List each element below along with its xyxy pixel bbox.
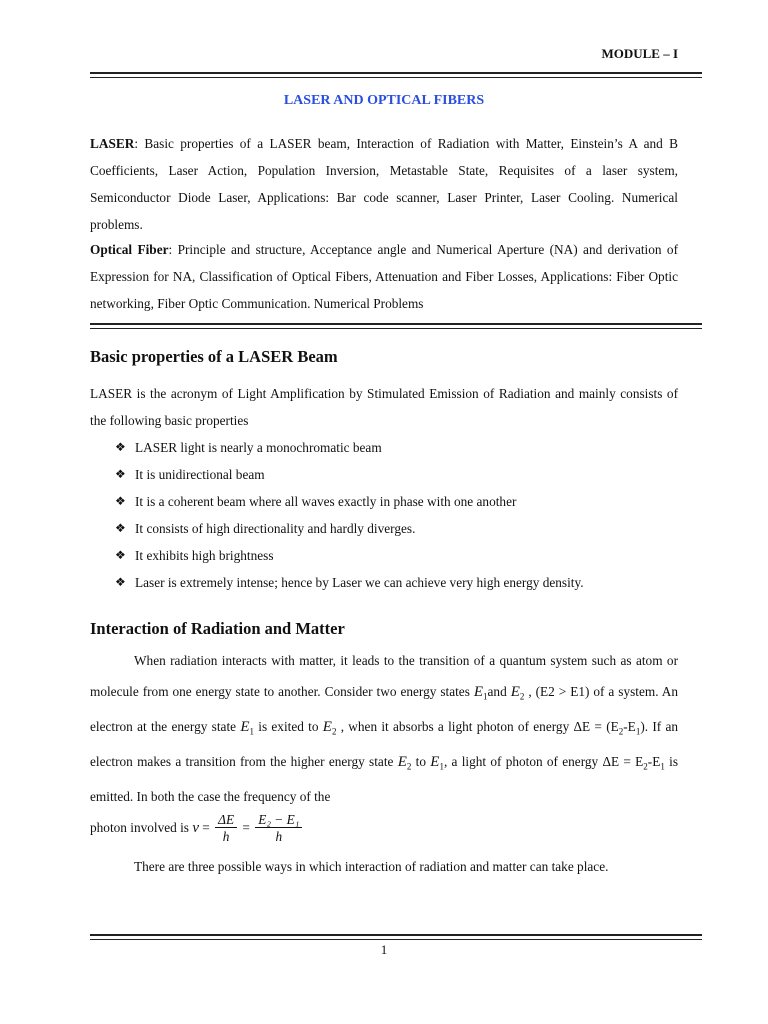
syllabus-rule (90, 323, 702, 329)
diamond-bullet-icon: ❖ (115, 521, 126, 535)
document-title: LASER AND OPTICAL FIBERS (283, 93, 485, 108)
list-item: ❖ It is a coherent beam where all waves exactly in phase with one another (115, 488, 584, 515)
fraction-delta-e-over-h: $\frac{\Delta E}{h}$ (215, 812, 237, 845)
section-heading-laser-properties: Basic properties of a LASER Beam (90, 347, 338, 366)
syllabus-fiber (90, 236, 678, 317)
fraction-energy-difference-over-h: $\frac{\text{E₂ − E₁}}{h}$ (255, 812, 302, 845)
list-item: ❖ It consists of high directionality and hardly diverges. (115, 515, 584, 542)
diamond-bullet-icon: ❖ (115, 575, 126, 589)
header-rule (90, 72, 702, 78)
laser-properties-list (115, 434, 584, 596)
diamond-bullet-icon: ❖ (115, 440, 126, 454)
three-ways-paragraph: There are three possible ways in which interaction of radiation and matter can take place. (134, 859, 609, 874)
list-item: ❖ Laser is extremely intense; hence by Laser we can achieve very high energy density. (115, 569, 584, 596)
syllabus-fiber-label: Optical Fiber (90, 242, 169, 257)
diamond-bullet-icon: ❖ (115, 494, 126, 508)
syllabus-laser (90, 130, 678, 238)
interaction-paragraph: When radiation interacts with matter, it leads to the transition of a quantum system such as atom or molecule from one energy state to another. Consider two energy states $E_1and$ $E_2$ , (E2 > E1) of a system. An electron at the energy state $E_1$ is exited to $E_2$ , when it absorbs a light photon of energy $\Delta E = (E_2-E_1)$. If an electron makes a transition from the higher energy state $E_2$ to $E_1$, a light of photon of energy $\Delta E = E_2-E_1$ is emitted. In both the case the frequency of the (90, 653, 679, 804)
page-number: 1 (380, 942, 388, 957)
laser-intro-paragraph: LASER is the acronym of Light Amplification by Stimulated Emission of Radiation and mainly consists of the following basic properties (90, 386, 678, 428)
syllabus-fiber-text: : Principle and structure, Acceptance angle and Numerical Aperture (NA) and derivation of Expression for NA, Classification of Optical Fibers, Attenuation and Fiber Losses, Applications: Fiber Optic networking, Fiber Optic Communication. Numerical Problems (90, 242, 678, 311)
syllabus-laser-text: : Basic properties of a LASER beam, Interaction of Radiation with Matter, Einstein’s A and B Coefficients, Laser Action, Population Inversion, Metastable State, Requisites of a laser system, Semiconductor Diode Laser, Applications: Bar code scanner, Laser Printer, Laser Cooling. Numerical problems. (90, 136, 678, 232)
frequency-equation-line: photon involved is ν = $\frac{\Delta E}{h}$ = $\frac{\text{E₂ − E₁}}{h}$ (90, 808, 678, 848)
diamond-bullet-icon: ❖ (115, 467, 126, 481)
syllabus-laser-label: LASER (90, 136, 135, 151)
list-item: ❖ LASER light is nearly a monochromatic beam (115, 434, 584, 461)
list-item: ❖ It is unidirectional beam (115, 461, 584, 488)
diamond-bullet-icon: ❖ (115, 548, 126, 562)
section-heading-interaction: Interaction of Radiation and Matter (90, 619, 345, 638)
list-item: ❖ It exhibits high brightness (115, 542, 584, 569)
footer-rule (90, 934, 702, 940)
module-label: MODULE – I (601, 46, 678, 61)
nu-symbol: ν (192, 820, 199, 836)
